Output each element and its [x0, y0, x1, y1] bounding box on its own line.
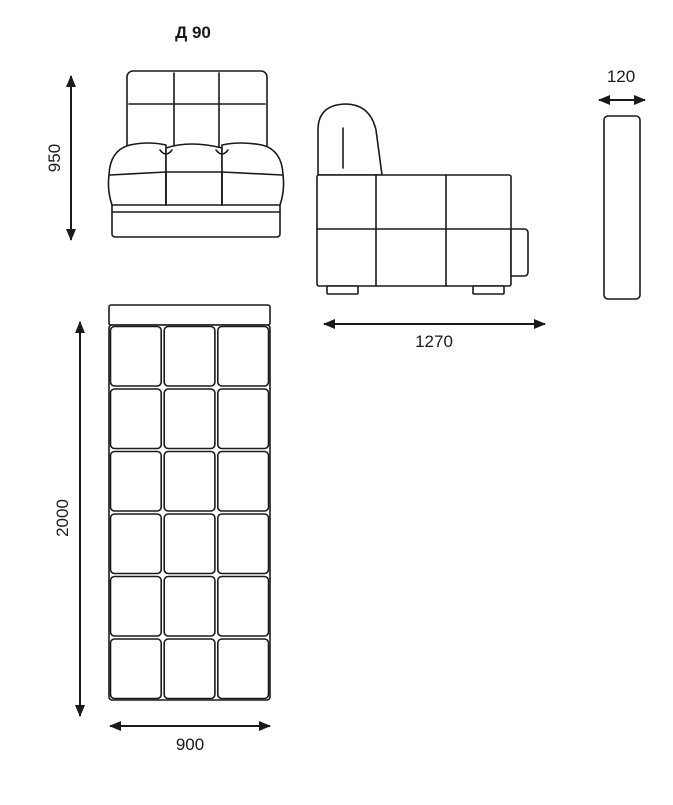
- side-foot-back: [473, 286, 504, 294]
- top-view-cushion-cell: [218, 639, 269, 699]
- top-view-cushion-cell: [164, 514, 215, 574]
- top-view-cushion-cell: [164, 639, 215, 699]
- side-view: [317, 104, 528, 294]
- top-view-cushion-cell: [218, 452, 269, 512]
- side-backrest: [318, 104, 382, 175]
- top-view-cushion-cell: [218, 389, 269, 449]
- top-view-cushion-cell: [164, 327, 215, 387]
- top-view-cushion-cell: [111, 389, 162, 449]
- armrest-section: [604, 116, 640, 299]
- front-seat-cushion-middle: [166, 144, 222, 205]
- length-label: 2000: [53, 499, 72, 537]
- model-title: Д 90: [175, 23, 211, 42]
- width-label: 900: [175, 735, 205, 754]
- top-view-cushion-cell: [218, 327, 269, 387]
- top-view-cushion-cell: [111, 639, 162, 699]
- top-view-cushion-cell: [218, 514, 269, 574]
- side-mechanism-handle: [511, 229, 528, 276]
- depth-label: 1270: [415, 332, 453, 351]
- side-body: [317, 175, 511, 286]
- side-foot-front: [327, 286, 358, 294]
- front-view: [108, 71, 283, 237]
- height-label: 950: [45, 143, 64, 173]
- top-view-cushion-cell: [111, 514, 162, 574]
- top-view-cushion-cell: [164, 577, 215, 637]
- armrest-width-label: 120: [606, 67, 636, 86]
- top-view-cushion-cell: [111, 327, 162, 387]
- top-view-headboard: [109, 305, 270, 325]
- top-view: [109, 305, 270, 700]
- top-view-cushion-cell: [218, 577, 269, 637]
- top-view-cushion-cell: [164, 389, 215, 449]
- top-view-cushion-cell: [111, 452, 162, 512]
- top-view-cushion-cell: [164, 452, 215, 512]
- top-view-cushion-cell: [111, 577, 162, 637]
